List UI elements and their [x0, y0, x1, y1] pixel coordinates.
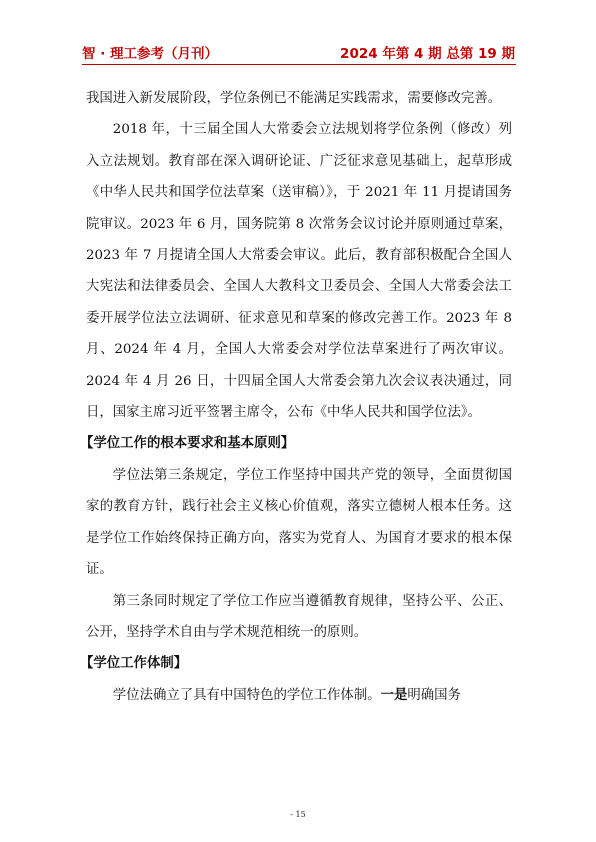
paragraph — [86, 680, 512, 711]
paragraph: 2018 年，十三届全国人大常委会立法规划将学位条例（修改）列入立法规划。教育部在深入调研论证、广泛征求意见基础上，起草形成《中华人民共和国学位法草案（送审稿）》，于 2021 年 11 月提请国务院审议。2023 年 6 月，国务院第 8 次常务会议讨论并原则通过草案，2023 年 7 月提请全国人大常委会审议。此后，教育部积极配合全国人大宪法和法律委员会、全国人大教科文卫委员会、全国人大常委会法工委开展学位法立法调研、征求意见和草案的修改完善工作。2023 年 8 月、2024 年 4 月，全国人大常委会对学位法草案进行了两次审议。2024 年 4 月 26 日，十四届全国人大常委会第九次会议表决通过，同日，国家主席习近平签署主席令，公布《中华人民共和国学位法》。 — [86, 122, 512, 421]
journal-title: 智 · 理工参考（月刊） — [82, 46, 219, 62]
paragraph: 第三条同时规定了学位工作应当遵循教育规律，坚持公平、公正、公开，坚持学术自由与学术规范相统一的原则。 — [86, 593, 512, 640]
paragraph-tail: 明确国务 — [407, 687, 461, 703]
page-header — [82, 42, 515, 62]
paragraph: 我国进入新发展阶段，学位条例已不能满足实践需求，需要修改完善。 — [86, 91, 502, 106]
paragraph: 学位法第三条规定，学位工作坚持中国共产党的领导，全面贯彻国家的教育方针，践行社会主义核心价值观，落实立德树人根本任务。这是学位工作始终保持正确方向，落实为党育人、为国育才要求的根本保证。 — [86, 467, 512, 578]
page-number: - 15 — [290, 810, 306, 819]
emphasis-text: 一是 — [380, 686, 408, 703]
paragraph-lead: 学位法确立了具有中国特色的学位工作体制。 — [112, 687, 381, 703]
section-heading: 【学位工作的根本要求和基本原则】 — [80, 436, 295, 452]
issue-number: 2024 年第 4 期 总第 19 期 — [340, 46, 515, 62]
article-body — [80, 83, 512, 711]
section-heading: 【学位工作体制】 — [80, 656, 188, 672]
header-divider — [82, 64, 516, 65]
